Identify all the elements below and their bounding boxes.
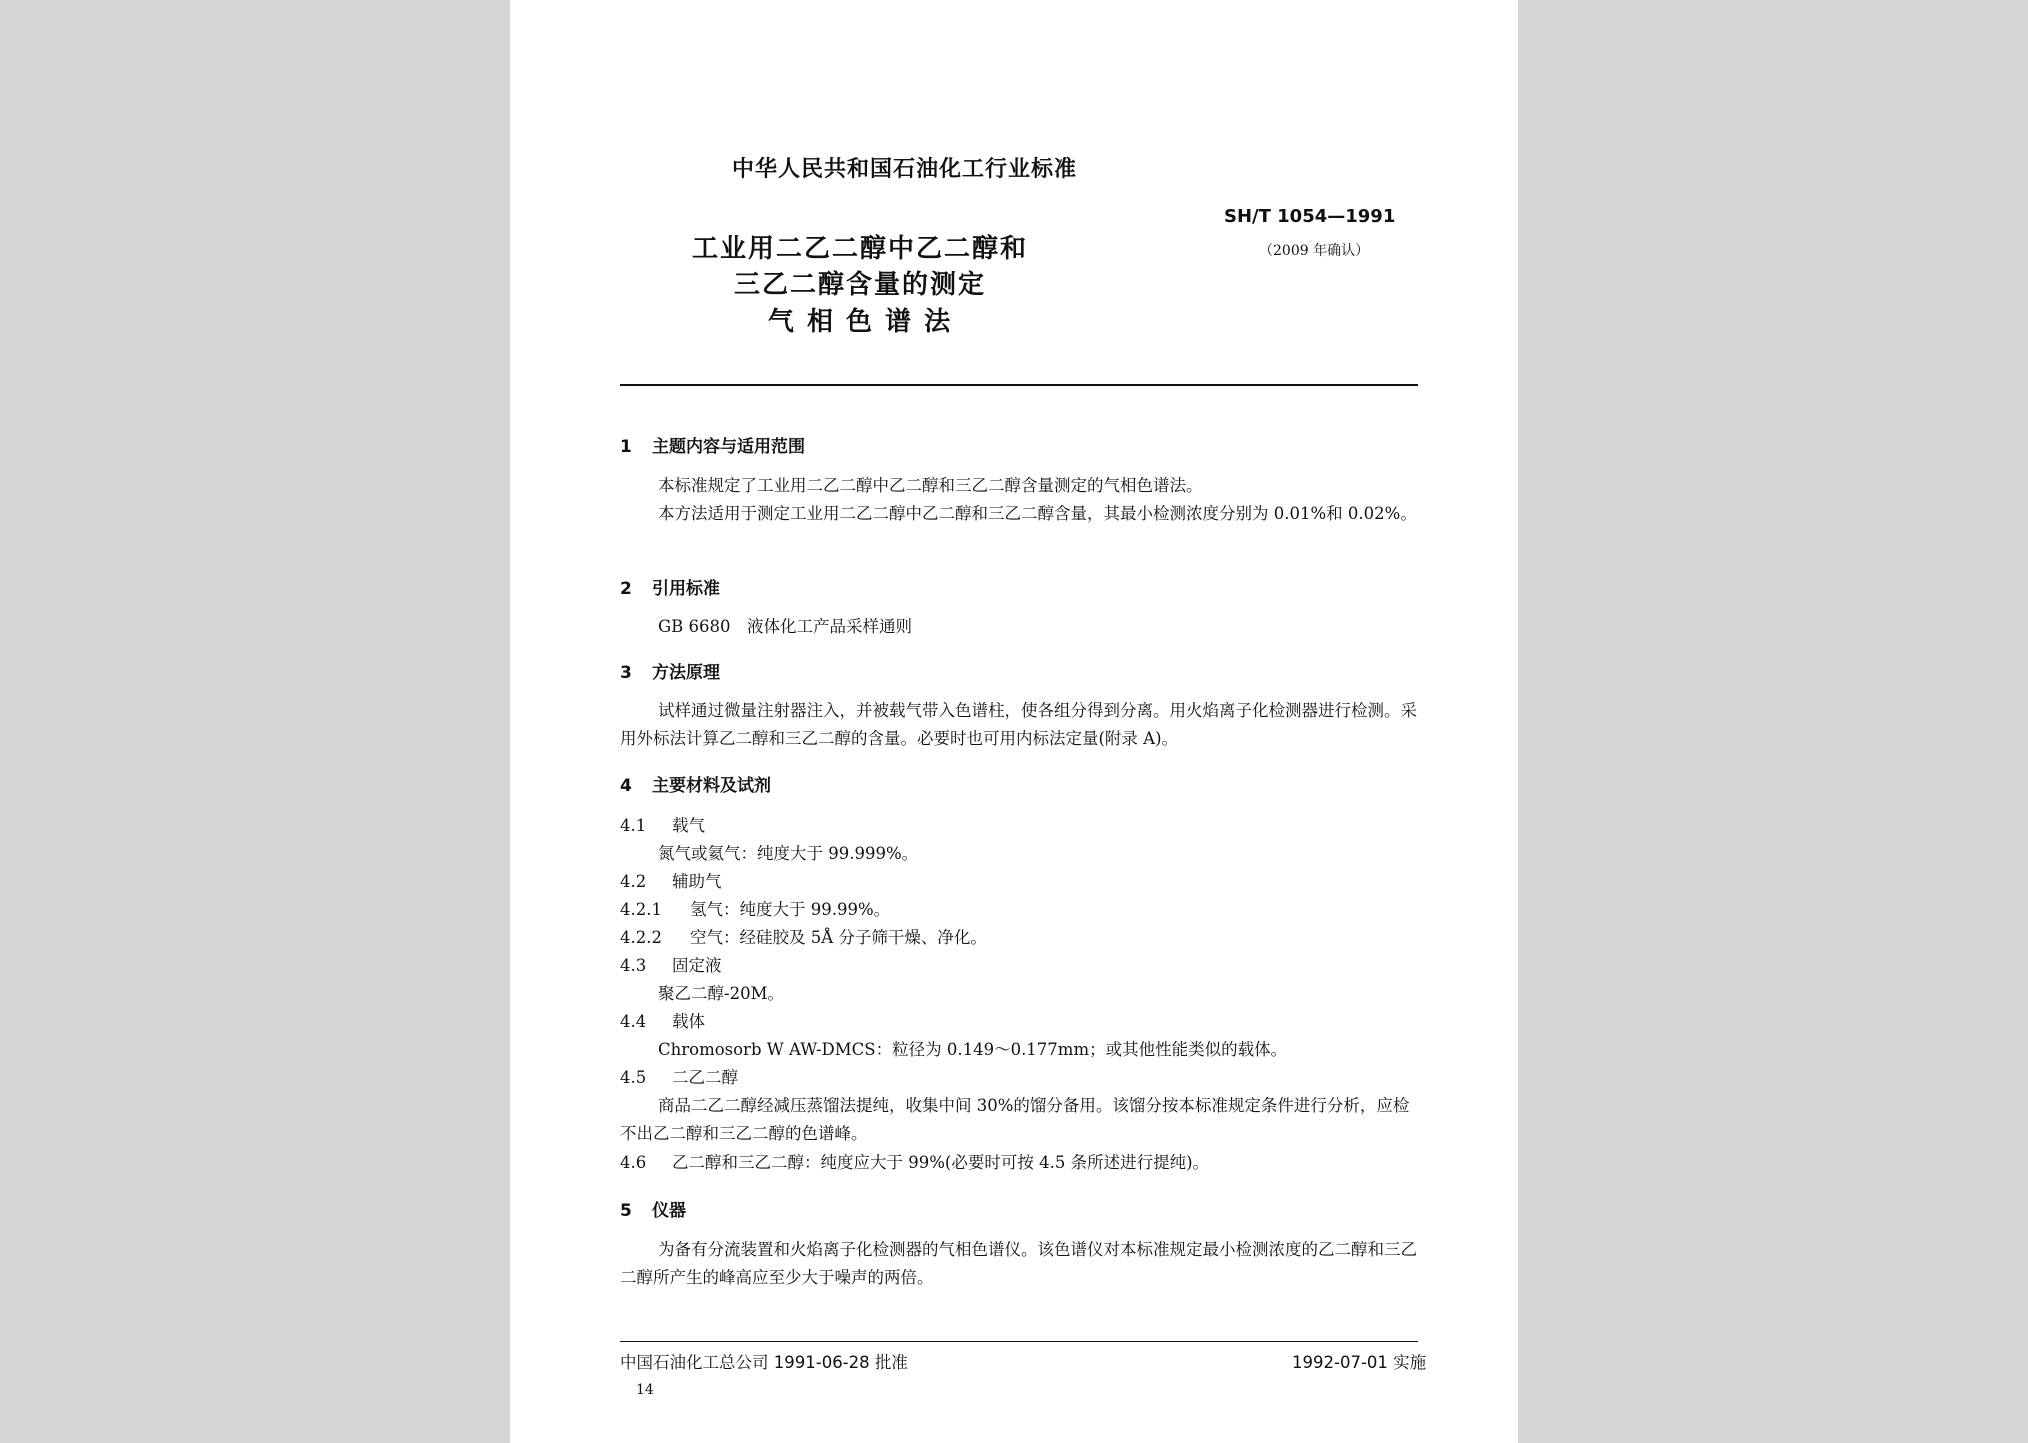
paragraph xyxy=(620,472,1418,500)
subsection-number: 4.2 xyxy=(620,872,647,891)
paragraph-text: 商品二乙二醇经减压蒸馏法提纯，收集中间 30%的馏分备用。该馏分按本标准规定条件进行分析，应检不出乙二醇和三乙二醇的色谱峰。 xyxy=(620,1096,1410,1143)
subsection-number: 4.2.2 xyxy=(620,928,662,947)
subsection-label: 辅助气 xyxy=(672,872,722,891)
section-number: 1 xyxy=(620,437,632,457)
paragraph xyxy=(620,500,1418,528)
paragraph-text: 本方法适用于测定工业用二乙二醇中乙二醇和三乙二醇含量，其最小检测浓度分别为 0.01%和 0.02%。 xyxy=(658,504,1417,523)
subsection-number: 4.3 xyxy=(620,956,647,975)
subsection-label: 固定液 xyxy=(672,956,722,975)
subsection-number: 4.6 xyxy=(620,1153,647,1172)
title-line-3: 气 相 色 谱 法 xyxy=(767,307,953,337)
section-title: 仪器 xyxy=(652,1201,686,1221)
subsection-text: 乙二醇和三乙二醇：纯度应大于 99%(必要时可按 4.5 条所述进行提纯)。 xyxy=(672,1153,1210,1172)
section-number: 3 xyxy=(620,663,632,683)
paragraph-text: 本标准规定了工业用二乙二醇中乙二醇和三乙二醇含量测定的气相色谱法。 xyxy=(658,476,1203,495)
page-number: 14 xyxy=(636,1382,654,1398)
paragraph-text: 试样通过微量注射器注入，并被载气带入色谱柱，使各组分得到分离。用火焰离子化检测器进行检测。采用外标法计算乙二醇和三乙二醇的含量。必要时也可用内标法定量(附录 A)。 xyxy=(620,701,1417,748)
subsection-4-2-1 xyxy=(620,896,890,920)
subsection-4-3 xyxy=(620,952,722,976)
subsection-number: 4.4 xyxy=(620,1012,647,1031)
subsection-text: 聚乙二醇-20M。 xyxy=(658,984,784,1003)
section-number: 4 xyxy=(620,776,632,796)
subsection-label: 二乙二醇 xyxy=(672,1068,738,1087)
subsection-4-1 xyxy=(620,812,705,836)
subsection-text: 氢气：纯度大于 99.99%。 xyxy=(690,900,891,919)
section-heading-2 xyxy=(620,574,720,599)
effective-date: 1992-07-01 实施 xyxy=(1292,1353,1427,1372)
standard-body-heading: 中华人民共和国石油化工行业标准 xyxy=(732,157,1078,182)
footer-divider xyxy=(620,1341,1418,1342)
subsection-4-5 xyxy=(620,1064,738,1088)
section-number: 2 xyxy=(620,579,632,599)
section-title: 方法原理 xyxy=(652,663,720,683)
section-title: 引用标准 xyxy=(652,579,720,599)
paragraph xyxy=(620,1092,1418,1148)
subsection-4-2-2 xyxy=(620,924,987,948)
section-title: 主题内容与适用范围 xyxy=(652,437,805,457)
paragraph xyxy=(620,697,1418,753)
subsection-4-4 xyxy=(620,1008,705,1032)
subsection-4-2 xyxy=(620,868,722,892)
approval-date: 中国石油化工总公司 1991-06-28 批准 xyxy=(620,1353,908,1372)
header-divider xyxy=(620,384,1418,386)
subsection-text: Chromosorb W AW-DMCS：粒径为 0.149～0.177mm；或其他性能类似的载体。 xyxy=(658,1040,1288,1059)
subsection-label: 载气 xyxy=(672,816,705,835)
section-title: 主要材料及试剂 xyxy=(652,776,771,796)
subsection-4-6 xyxy=(620,1149,1209,1173)
confirmation-year: （2009 年确认） xyxy=(1259,243,1370,259)
subsection-number: 4.5 xyxy=(620,1068,647,1087)
section-heading-3 xyxy=(620,658,720,683)
subsection-number: 4.1 xyxy=(620,816,647,835)
section-heading-4 xyxy=(620,771,771,796)
section-heading-5 xyxy=(620,1196,686,1221)
paragraph-text: GB 6680 液体化工产品采样通则 xyxy=(658,617,913,636)
title-line-2: 三乙二醇含量的测定 xyxy=(733,270,986,300)
subsection-text: 氮气或氦气：纯度大于 99.999%。 xyxy=(658,844,919,863)
paragraph-text: 为备有分流装置和火焰离子化检测器的气相色谱仪。该色谱仪对本标准规定最小检测浓度的乙二醇和三乙二醇所产生的峰高应至少大于噪声的两倍。 xyxy=(620,1240,1417,1287)
paragraph xyxy=(620,1236,1418,1292)
subsection-label: 载体 xyxy=(672,1012,705,1031)
section-heading-1 xyxy=(620,432,805,457)
subsection-text: 空气：经硅胶及 5Å 分子筛干燥、净化。 xyxy=(690,928,987,947)
paragraph xyxy=(620,613,1418,641)
section-number: 5 xyxy=(620,1201,632,1221)
standard-code: SH/T 1054—1991 xyxy=(1224,206,1396,227)
title-line-1: 工业用二乙二醇中乙二醇和 xyxy=(691,234,1028,264)
document-page xyxy=(510,0,1518,1443)
subsection-number: 4.2.1 xyxy=(620,900,662,919)
